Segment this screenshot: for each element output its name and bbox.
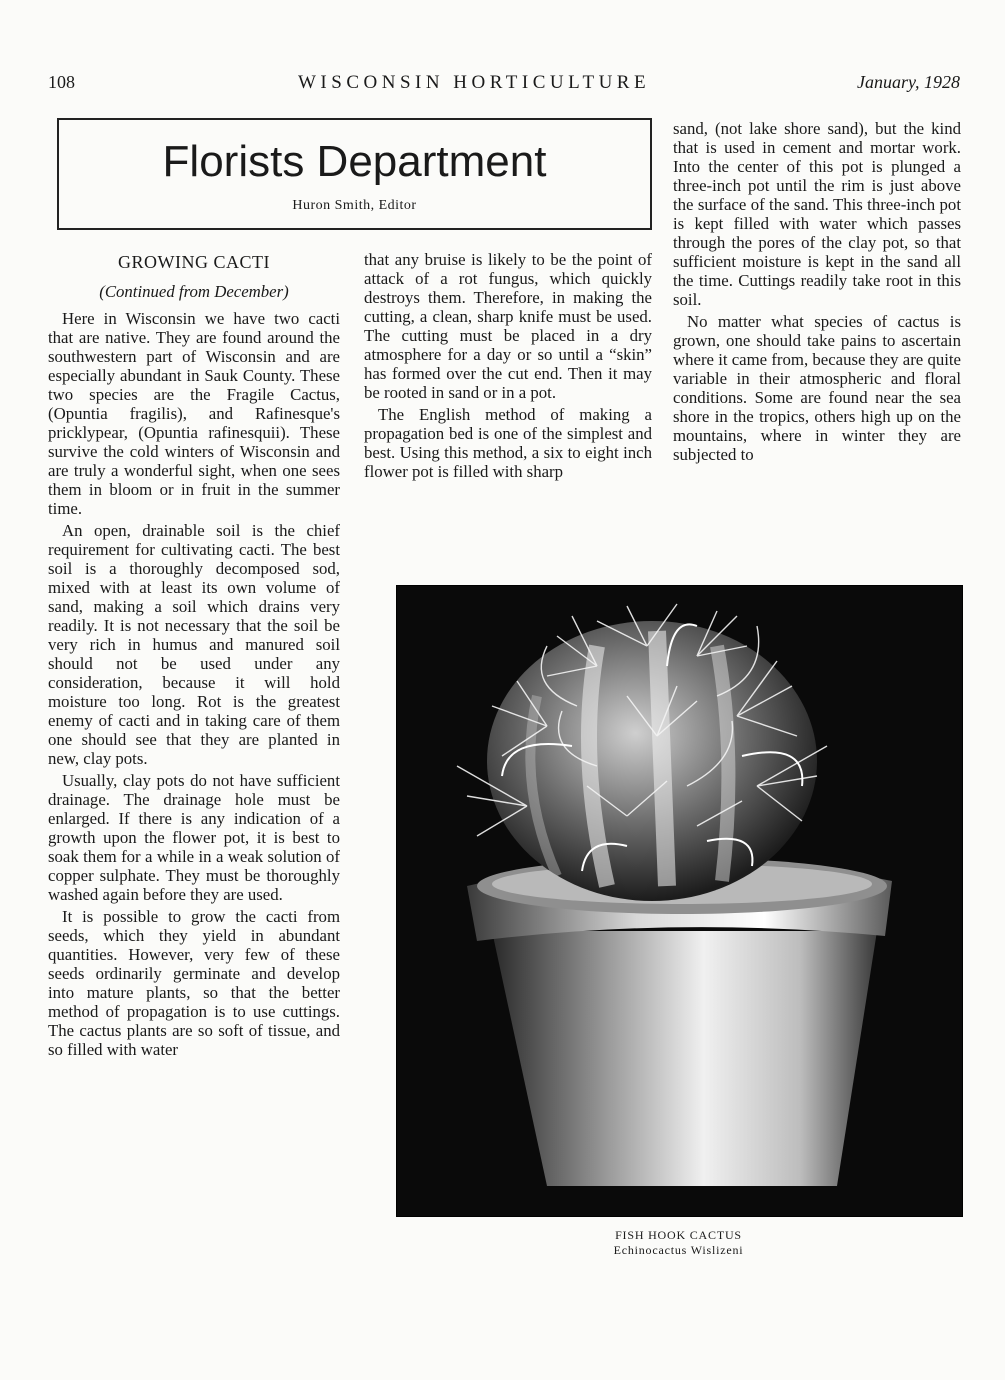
caption-scientific-name: Echinocactus Wislizeni bbox=[613, 1243, 744, 1257]
running-header bbox=[48, 72, 960, 100]
paragraph: Here in Wisconsin we have two cacti that are native. They are found around the southwestern part of Wisconsin and are especially abundant in Sauk County. These two species are the Fragile Cactus, (Opuntia fragilis), and Rafinesque's pricklypear, (Opuntia rafinesquii). These survive the cold winters of Wisconsin and are truly a wonderful sight, when one sees them in bloom or in fruit in the summer time. bbox=[48, 309, 340, 518]
paragraph: It is possible to grow the cacti from seeds, which they yield in abundant quantities. However, very few of these seeds ordinarily germinate and develop into mature plants, so that the better method of propagation is to use cuttings. The cactus plants are so soft of tissue, and so filled with water bbox=[48, 907, 340, 1059]
journal-title: WISCONSIN HORTICULTURE bbox=[298, 72, 651, 93]
article-title: GROWING CACTI bbox=[118, 252, 270, 272]
department-editor: Huron Smith, Editor bbox=[292, 198, 417, 213]
paragraph: Usually, clay pots do not have sufficient drainage. The drainage hole must be enlarged. If there is any indication of a growth upon the flower pot, it is best to soak them for a while in a weak solution of copper sulphate. They must be thoroughly washed again before they are used. bbox=[48, 771, 340, 904]
department-title: Florists Department bbox=[162, 137, 547, 186]
article-column-2 bbox=[364, 250, 652, 481]
paragraph: An open, drainable soil is the chief requirement for cultivating cacti. The best soil is a thoroughly decomposed sod, mixed with at least its own volume of sand, making a soil which drains very readily. It is not necessary that the soil be very rich in humus and manured soil should not be used under any consideration, because it will hold moisture too long. Rot is the greatest enemy of cacti and in taking care of them one should see that they are planted in new, clay pots. bbox=[48, 521, 340, 768]
issue-date: January, 1928 bbox=[857, 72, 960, 92]
cactus-illustration bbox=[397, 586, 962, 1216]
department-banner bbox=[57, 118, 652, 230]
article-column-1 bbox=[48, 253, 340, 1059]
paragraph: that any bruise is likely to be the point of attack of a rot fungus, which quickly destroys them. Therefore, in making the cutting, a clean, sharp knife must be used. The cutting must be placed in a dry atmosphere for a day or so until a “skin” has formed over the cut end. Then it may be rooted in sand or in a pot. bbox=[364, 250, 652, 402]
caption-common-name: FISH HOOK CACTUS bbox=[615, 1228, 742, 1242]
article-column-3 bbox=[673, 119, 961, 464]
page-number: 108 bbox=[48, 72, 75, 92]
figure-caption bbox=[396, 1228, 961, 1258]
cactus-photograph bbox=[396, 585, 963, 1217]
paragraph: sand, (not lake shore sand), but the kind that is used in cement and mortar work. Into the center of this pot is plunged a three-inch pot until the rim is just above the surface of the sand. This three-inch pot is kept filled with water which passes through the pores of the clay pot, so that sufficient moisture is kept in the sand all the time. Cuttings readily take root in this soil. bbox=[673, 119, 961, 309]
paragraph: The English method of making a propagation bed is one of the simplest and best. Using this method, a six to eight inch flower pot is filled with sharp bbox=[364, 405, 652, 481]
article-subtitle: (Continued from December) bbox=[99, 282, 289, 301]
paragraph: No matter what species of cactus is grown, one should take pains to ascertain where it came from, because they are quite variable in their atmospheric and floral conditions. Some are found near the sea shore in the tropics, others high up on the mountains, where in winter they are subjected to bbox=[673, 312, 961, 464]
